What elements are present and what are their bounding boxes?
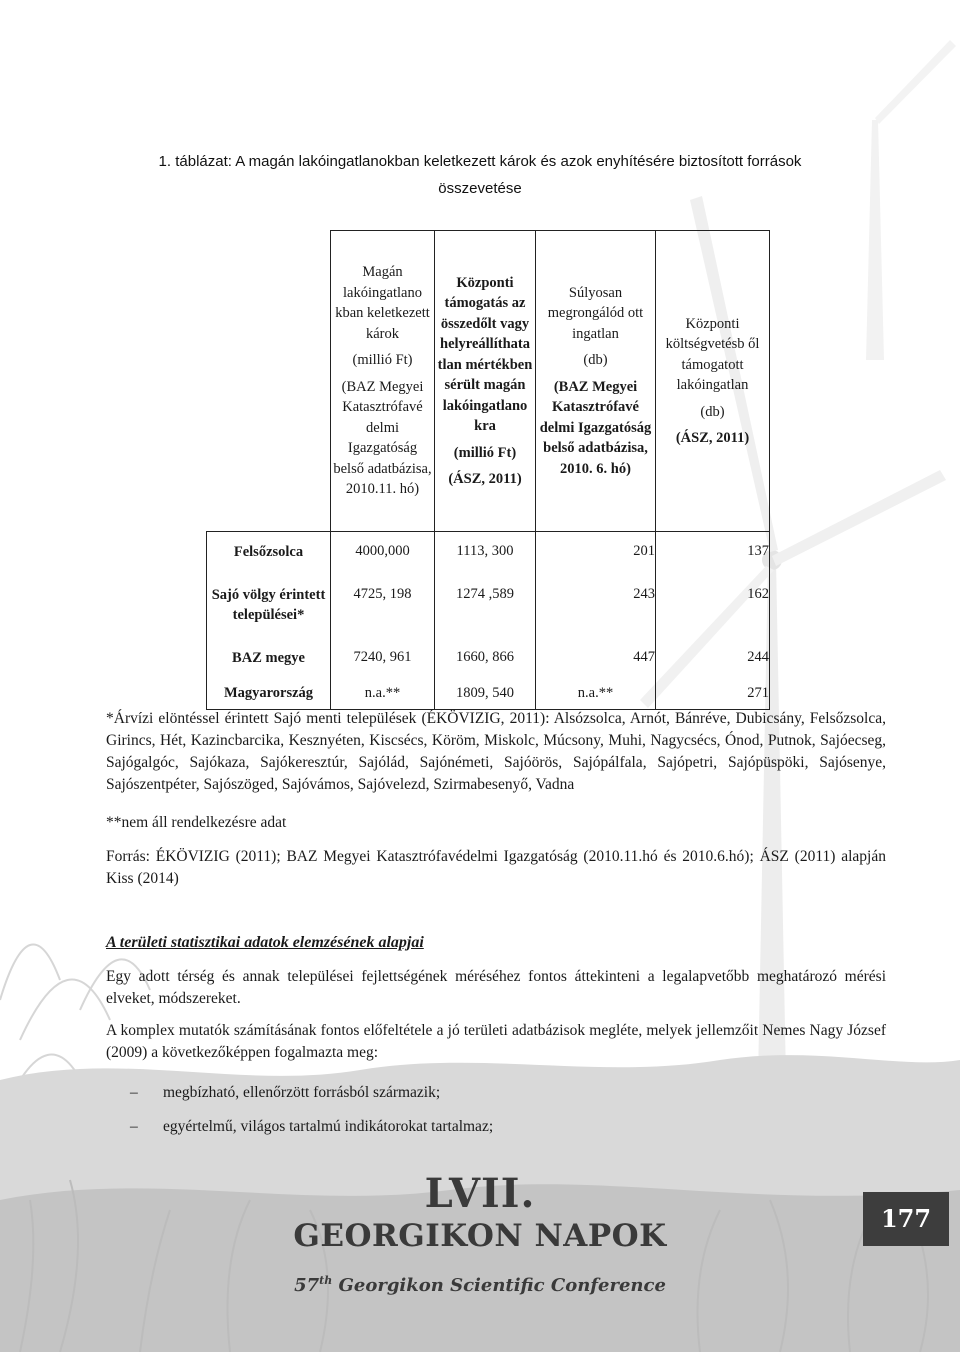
cell-supported-count: 162 <box>656 572 770 638</box>
cell-damage: 7240, 961 <box>331 638 435 678</box>
header-unit: (db) <box>700 403 725 420</box>
row-label: Sajó völgy érintett települései* <box>207 572 331 638</box>
conference-roman-numeral: LVII. <box>424 1170 536 1217</box>
table-row <box>207 678 770 710</box>
header-unit: (db) <box>583 352 608 369</box>
damage-table <box>206 230 770 710</box>
row-label: BAZ megye <box>207 638 331 678</box>
list-item <box>130 1116 493 1138</box>
row-label: Magyarország <box>207 678 331 710</box>
cell-supported-count: 271 <box>656 678 770 710</box>
footnote-no-data: **nem áll rendelkezésre adat <box>106 814 287 831</box>
cell-supported-count: 137 <box>656 532 770 572</box>
table-row <box>207 638 770 678</box>
cell-damaged-count: n.a.** <box>536 678 656 710</box>
row-label: Felsőzsolca <box>207 532 331 572</box>
table-row <box>207 532 770 572</box>
cell-damage: 4000,000 <box>331 532 435 572</box>
header-source: (ÁSZ, 2011) <box>675 430 750 446</box>
conference-name: GEORGIKON NAPOK <box>293 1218 667 1254</box>
header-unit: (millió Ft) <box>352 352 413 369</box>
header-title: Súlyosan megrongálód ott ingatlan <box>547 284 644 342</box>
conference-number-suffix: th <box>319 1274 333 1287</box>
header-cell-subsidy <box>435 231 536 532</box>
header-title: Magán lakóingatlano kban keletkezett károk <box>335 264 430 342</box>
header-cell-damaged-property <box>536 231 656 532</box>
section-heading: A területi statisztikai adatok elemzésének alapjai <box>106 934 424 951</box>
header-cell-supported-property <box>656 231 770 532</box>
bullet-marker: – <box>130 1084 138 1101</box>
list-item-text: egyértelmű, világos tartalmú indikátorokat tartalmaz; <box>163 1118 494 1135</box>
header-corner <box>207 231 331 532</box>
caption-line-1: 1. táblázat: A magán lakóingatlanokban keletkezett károk és azok enyhítésére biztosított források <box>158 153 802 170</box>
footnote-settlements: *Árvízi elöntéssel érintett Sajó menti települések (ÉKÖVIZIG, 2011): Alsózsolca, Arnót, Bánréve, Dubicsány, Felsőzsolca, Girincs, Hét, Kazincbarcika, Kesznyéten, Kiscsécs, Köröm, Miskolc, Múcsony, Muhi, Nagycsécs, Ónod, Putnok, Sajóecseg, Sajógalgóc, Sajókaza, Sajókeresztúr, Sajólád, Sajónémeti, Sajóörös, Sajópálfala, Sajópetri, Sajópüspöki, Sajósenye, Sajószentpéter, Sajószöged, Sajóvámos, Sajóvelezd, Szirmabesenyő, Vadna <box>106 710 886 793</box>
paragraph-2: A komplex mutatók számításának fontos előfeltétele a jó területi adatbázisok megléte, melyek jellemzőit Nemes Nagy József (2009) a következőképpen fogalmazta meg: <box>106 1022 886 1061</box>
conference-subtitle-text: Georgikon Scientific Conference <box>332 1275 666 1296</box>
cell-damage: 4725, 198 <box>331 572 435 638</box>
cell-damage: n.a.** <box>331 678 435 710</box>
header-title: Központi támogatás az összedőlt vagy helyreállíthata tlan mértékben sérült magán lakóingatlano kra <box>437 274 533 434</box>
cell-subsidy: 1113, 300 <box>435 532 536 572</box>
conference-subtitle <box>0 1274 960 1296</box>
cell-damaged-count: 447 <box>536 638 656 678</box>
header-source: (BAZ Megyei Katasztrófavé delmi Igazgatóság belső adatbázisa, 2010.11. hó) <box>333 378 432 498</box>
conference-number: 57 <box>294 1275 320 1296</box>
caption-line-2: összevetése <box>438 180 522 197</box>
header-unit: (millió Ft) <box>453 444 517 461</box>
cell-subsidy: 1274 ,589 <box>435 572 536 638</box>
header-source: (BAZ Megyei Katasztrófavé delmi Igazgatóság belső adatbázisa, 2010. 6. hó) <box>539 378 652 477</box>
cell-subsidy: 1809, 540 <box>435 678 536 710</box>
header-cell-damage <box>331 231 435 532</box>
list-item-text: megbízható, ellenőrzött forrásból származik; <box>163 1084 441 1101</box>
cell-damaged-count: 243 <box>536 572 656 638</box>
cell-damaged-count: 201 <box>536 532 656 572</box>
cell-supported-count: 244 <box>656 638 770 678</box>
table-caption <box>100 148 860 202</box>
source-note: Forrás: ÉKÖVIZIG (2011); BAZ Megyei Katasztrófavédelmi Igazgatóság (2010.11.hó és 2010.6.hó); ÁSZ (2011) alapján Kiss (2014) <box>106 848 886 887</box>
table-row <box>207 572 770 638</box>
table-header-row <box>207 231 770 532</box>
header-source: (ÁSZ, 2011) <box>448 471 522 487</box>
page-number: 177 <box>863 1192 949 1246</box>
paragraph-1: Egy adott térség és annak települései fejlettségének méréséhez fontos áttekinteni a legalapvetőbb meghatározó mérési elveket, módszereket. <box>106 968 886 1007</box>
cell-subsidy: 1660, 866 <box>435 638 536 678</box>
list-item <box>130 1082 440 1104</box>
bullet-marker: – <box>130 1118 138 1135</box>
header-title: Központi költségvetésb ől támogatott lakóingatlan <box>665 315 760 393</box>
